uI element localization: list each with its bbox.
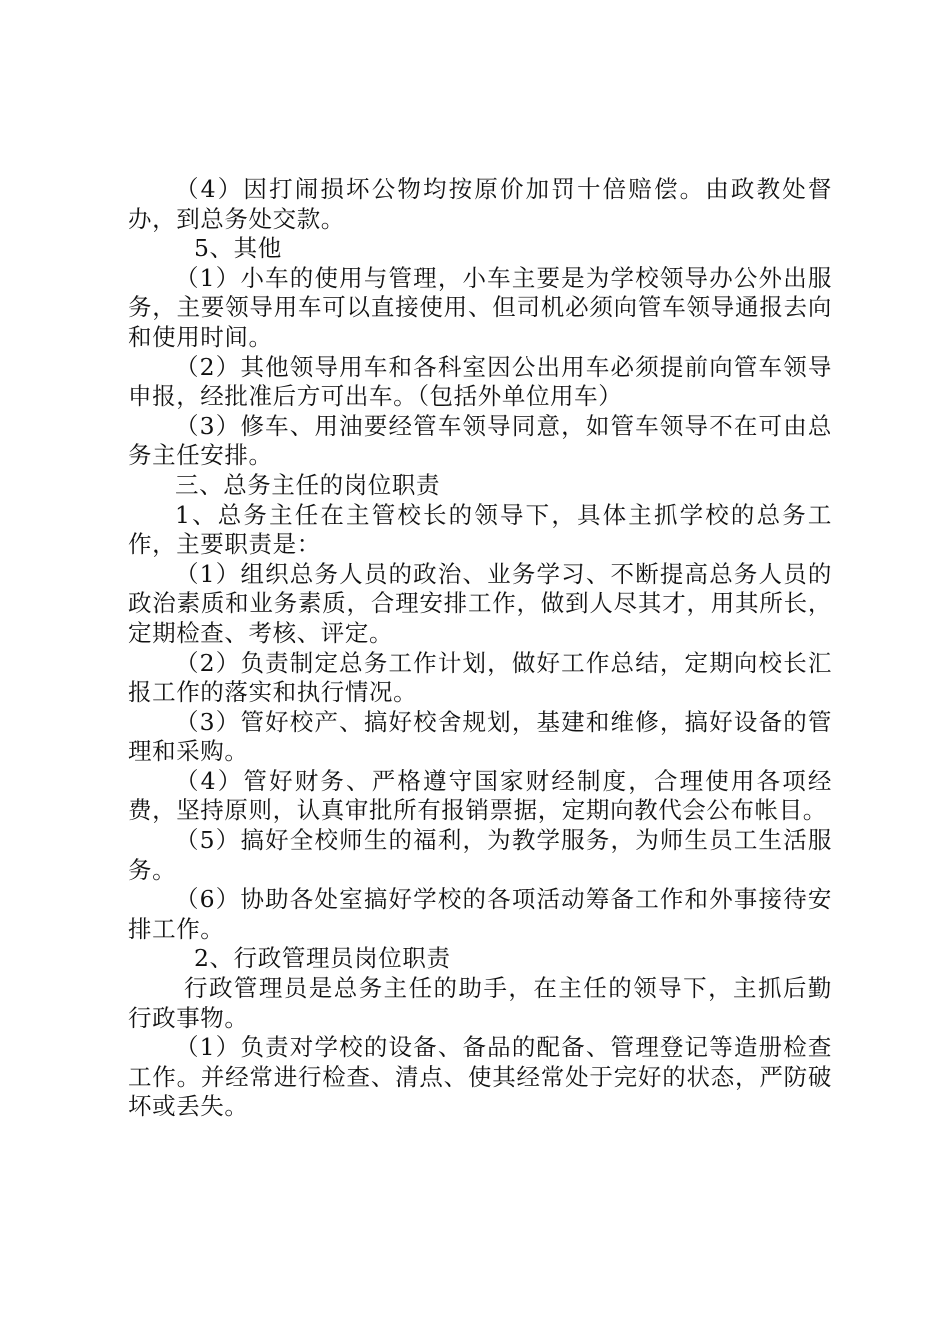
paragraph-4-finance: （4）管好财务、严格遵守国家财经制度，合理使用各项经费，坚持原则，认真审批所有报销票据，定期向教代会公布帐目。	[128, 766, 832, 825]
section-heading-5-other: 5、其他	[194, 234, 282, 263]
paragraph-5-welfare: （5）搞好全校师生的福利，为教学服务，为师生员工生活服务。	[128, 826, 832, 884]
paragraph-3-school-property: （3）管好校产、搞好校舍规划，基建和维修，搞好设备的管理和采购。	[128, 707, 832, 766]
paragraph-1-organize-staff: （1）组织总务人员的政治、业务学习、不断提高总务人员的政治素质和业务素质，合理安排工作，做到人尽其才，用其所长，定期检查、考核、评定。	[128, 559, 832, 647]
paragraph-2-car-request: （2）其他领导用车和各科室因公出用车必须提前向管车领导申报，经批准后方可出车。（包括外单位用车）	[128, 352, 832, 411]
paragraph-admin-role: 行政管理员是总务主任的助手，在主任的领导下，主抓后勤行政事物。	[128, 974, 832, 1032]
document-body	[128, 175, 832, 1122]
paragraph-1-equipment-check: （1）负责对学校的设备、备品的配备、管理登记等造册检查工作。并经常进行检查、清点、使其经常处于完好的状态，严防破坏或丢失。	[128, 1033, 832, 1121]
paragraph-1-car-usage: （1）小车的使用与管理，小车主要是为学校领导办公外出服务，主要领导用车可以直接使用、但司机必须向管车领导通报去向和使用时间。	[128, 263, 832, 351]
section-heading-3-director-duties: 三、总务主任的岗位职责	[175, 470, 441, 499]
paragraph-3-car-repair: （3）修车、用油要经管车领导同意，如管车领导不在可由总务主任安排。	[128, 411, 832, 470]
paragraph-1-director-role: 1、总务主任在主管校长的领导下，具体主抓学校的总务工作，主要职责是：	[128, 500, 832, 559]
section-heading-2-admin-duties: 2、行政管理员岗位职责	[194, 944, 451, 973]
paragraph-2-work-plan: （2）负责制定总务工作计划，做好工作总结，定期向校长汇报工作的落实和执行情况。	[128, 648, 832, 707]
paragraph-4-damage-compensation: （4）因打闹损坏公物均按原价加罚十倍赔偿。由政教处督办，到总务处交款。	[128, 175, 832, 233]
paragraph-6-assist-activities: （6）协助各处室搞好学校的各项活动筹备工作和外事接待安排工作。	[128, 885, 832, 943]
